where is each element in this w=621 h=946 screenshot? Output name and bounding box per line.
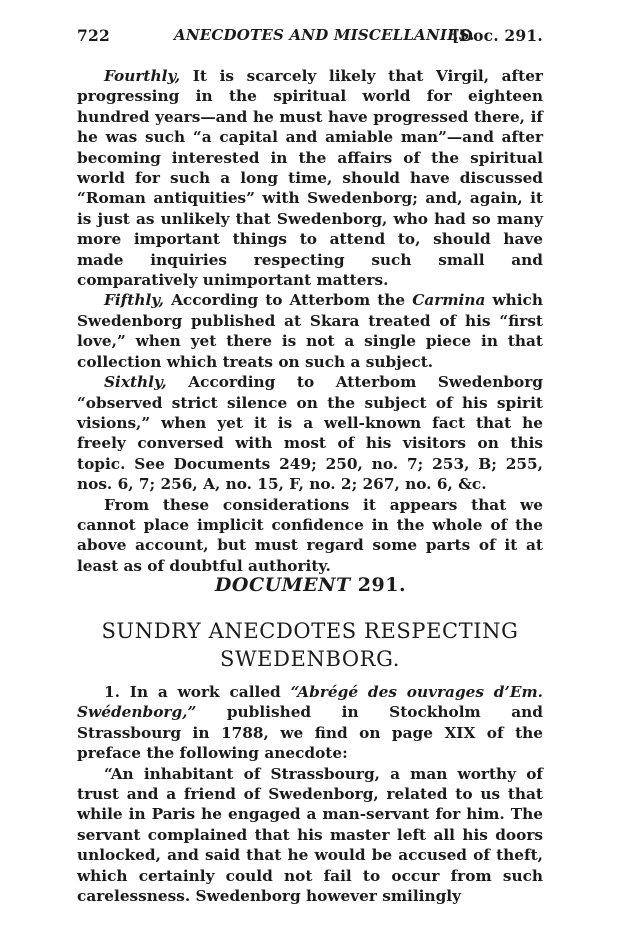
document-reference: [Doc. 291. <box>451 26 543 45</box>
paragraph-text: which Swedenborg published at Skara treated of his “first love,” when yet there is not a single piece in that collection which treats on such a subject. <box>77 291 543 371</box>
paragraph-fourthly <box>77 66 543 290</box>
section-paragraph-1 <box>77 682 543 764</box>
main-text <box>77 66 543 576</box>
paragraph-text: From these considerations it appears that we cannot place implicit confidence in the whole of the above account, but must regard some parts of it at least as of doubtful authority. <box>77 495 543 575</box>
paragraph-fifthly <box>77 290 543 372</box>
paragraph-text: According to Atterbom Swedenborg “observed strict silence on the subject of his spirit visions,” when yet it is a well-known fact that he freely conversed with most of his visitors on this topic. See Documents 249; 250, no. 7; 253, B; 255, nos. 6, 7; 256, A, no. 15, F, no. 2; 267, no. 6, &c. <box>77 373 543 494</box>
paragraph-lead: Fourthly, <box>104 67 181 85</box>
paragraph-conclusion <box>77 495 543 577</box>
document-number: 291. <box>357 574 407 596</box>
document-heading <box>0 574 621 596</box>
italic-title: “Abrégé des ouvrages d’Em. Swédenborg,” <box>77 683 543 722</box>
paragraph-lead: Fifthly, <box>104 291 164 310</box>
running-title: ANECDOTES AND MISCELLANIES. <box>174 26 475 44</box>
paragraph-lead: Sixthly, <box>104 373 167 392</box>
section-paragraph-2 <box>77 764 543 907</box>
paragraph-sixthly <box>77 372 543 494</box>
paragraph-text: “An inhabitant of Strassbourg, a man worthy of trust and a friend of Swedenborg, related to us that while in Paris he engaged a man-servant for him. The servant complained that his master left all his doors unlocked, and said that he would be accused of theft, which certainly could not fail to occur from such carelessness. Swedenborg however smilingly <box>77 764 543 906</box>
paragraph-text: 1. In a work called <box>104 683 291 701</box>
italic-title: Carmina <box>412 291 486 310</box>
running-header <box>77 26 543 50</box>
document-label: DOCUMENT <box>214 574 351 596</box>
paragraph-text: It is scarcely likely that Virgil, after progressing in the spiritual world for eighteen hundred years—and he must have progressed there, if he was such “a capital and amiable man”—and after becoming interested in the affairs of the spiritual world for such a long time, should have discussed “Roman antiquities” with Swedenborg; and, again, it is just as unlikely that Swedenborg, who had so many more important things to attend to, should have made inquiries respecting such small and comparatively unimportant matters. <box>77 67 543 290</box>
paragraph-text: According to Atterbom the <box>164 291 413 310</box>
section-title: SUNDRY ANECDOTES RESPECTING SWEDENBORG. <box>101 619 519 671</box>
section-text <box>77 682 543 906</box>
paragraph-text: published in Stockholm and Strassbourg in 1788, we find on page XIX of the preface the following anecdote: <box>77 703 543 763</box>
page-number: 722 <box>77 26 110 45</box>
